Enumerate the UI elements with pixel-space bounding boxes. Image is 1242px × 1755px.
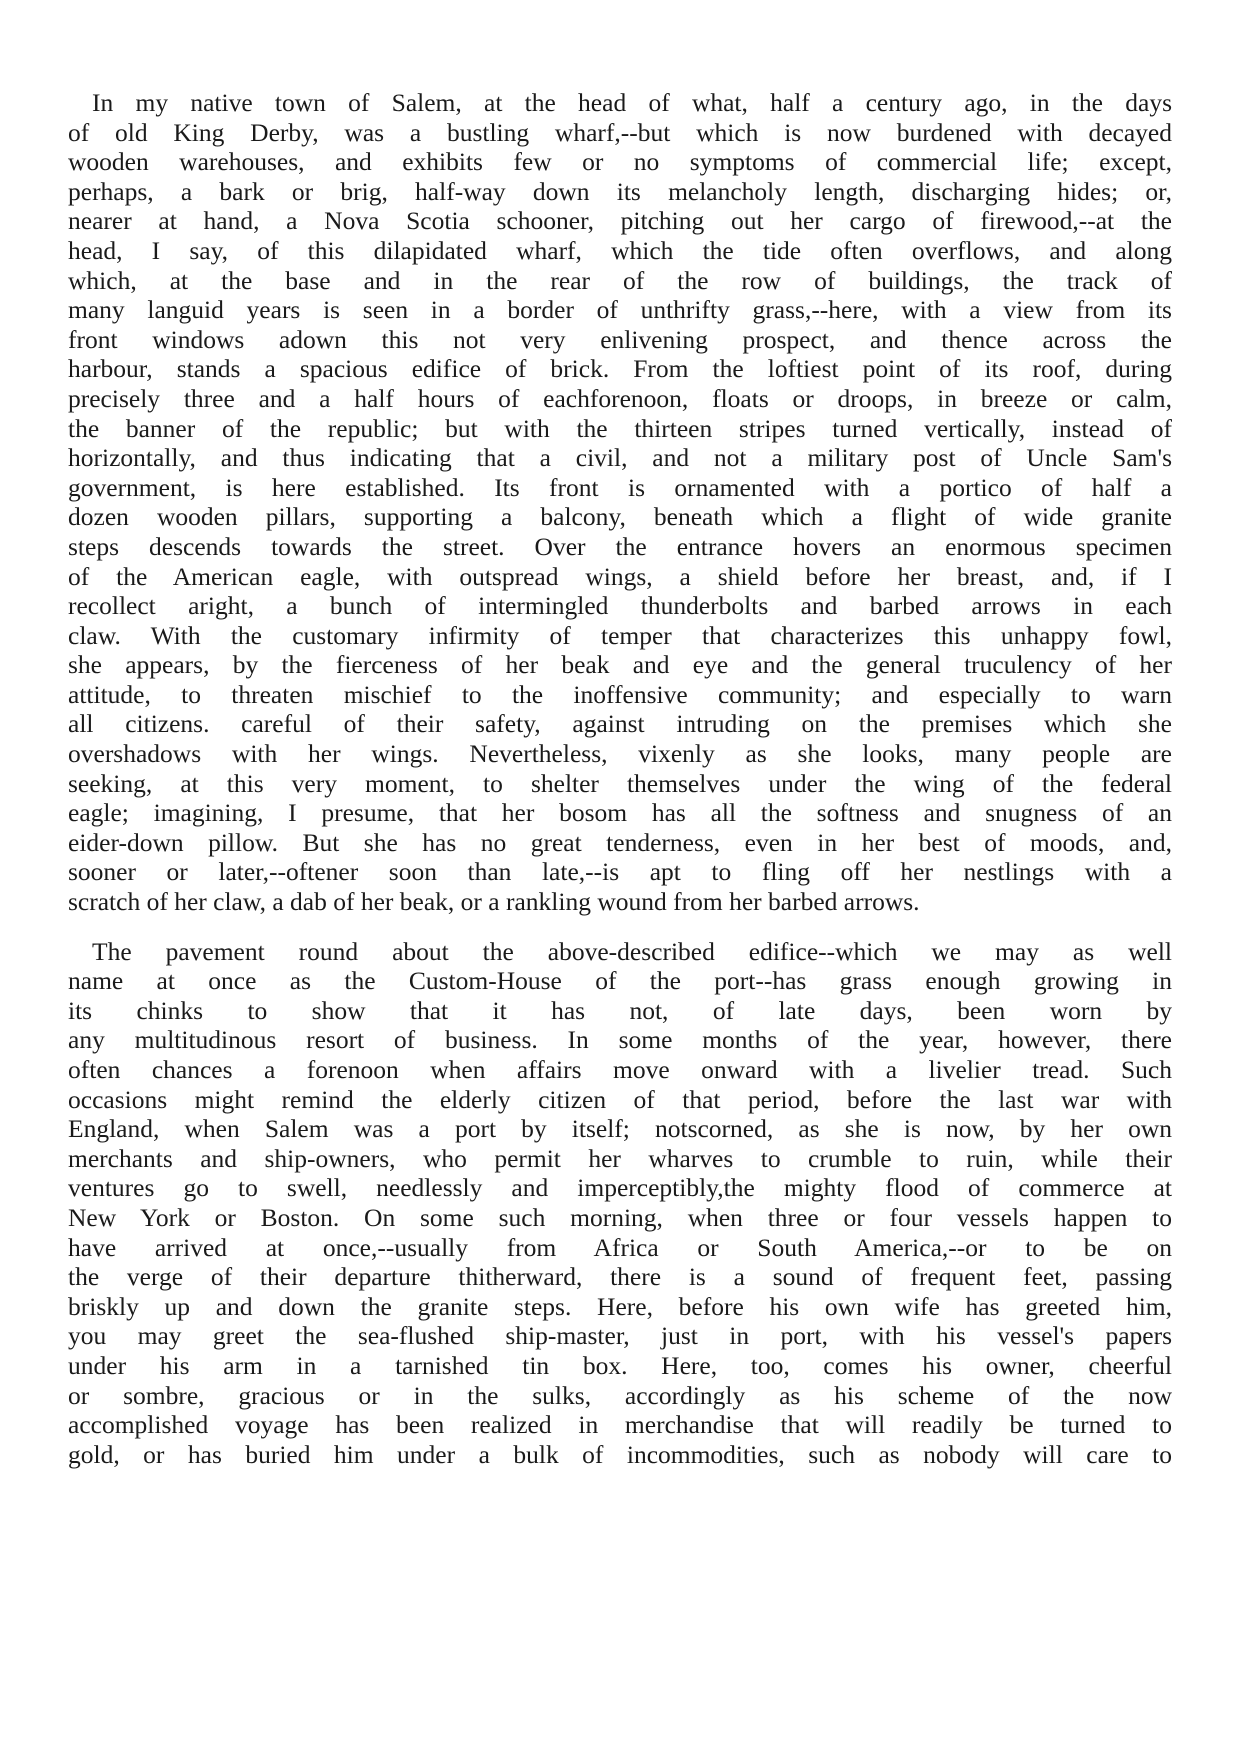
document-page bbox=[68, 88, 1172, 1469]
text-line: claw. With the customary infirmity of temper that characterizes this unhappy fowl, bbox=[68, 620, 1172, 650]
text-line: horizontally, and thus indicating that a civil, and not a military post of Uncle Sam's bbox=[68, 443, 1172, 473]
paragraph-1 bbox=[68, 88, 1172, 917]
text-line: of the American eagle, with outspread wings, a shield before her breast, and, if I bbox=[68, 561, 1172, 591]
text-line: many languid years is seen in a border of unthrifty grass,--here, with a view from its bbox=[68, 295, 1172, 325]
text-line: recollect aright, a bunch of intermingled thunderbolts and barbed arrows in each bbox=[68, 591, 1172, 621]
text-line: sooner or later,--oftener soon than late,--is apt to fling off her nestlings with a bbox=[68, 857, 1172, 887]
text-line: merchants and ship-owners, who permit her wharves to crumble to ruin, while their bbox=[68, 1143, 1172, 1173]
text-line: seeking, at this very moment, to shelter themselves under the wing of the federal bbox=[68, 768, 1172, 798]
text-line: name at once as the Custom-House of the port--has grass enough growing in bbox=[68, 966, 1172, 996]
text-line: briskly up and down the granite steps. Here, before his own wife has greeted him, bbox=[68, 1291, 1172, 1321]
text-line: often chances a forenoon when affairs move onward with a livelier tread. Such bbox=[68, 1055, 1172, 1084]
text-line: The pavement round about the above-described edifice--which we may as well bbox=[92, 936, 1172, 966]
text-line: the verge of their departure thitherward, there is a sound of frequent feet, passing bbox=[68, 1262, 1172, 1292]
text-line: eagle; imagining, I presume, that her bosom has all the softness and snugness of an bbox=[68, 798, 1172, 828]
text-line: she appears, by the fierceness of her beak and eye and the general truculency of her bbox=[68, 650, 1172, 680]
text-line: you may greet the sea-flushed ship-master, just in port, with his vessel's papers bbox=[68, 1321, 1172, 1351]
text-line: accomplished voyage has been realized in merchandise that will readily be turned to bbox=[68, 1410, 1172, 1440]
text-line: all citizens. careful of their safety, against intruding on the premises which she bbox=[68, 709, 1172, 739]
text-line: front windows adown this not very enlivening prospect, and thence across the bbox=[68, 324, 1172, 354]
text-line: government, is here established. Its front is ornamented with a portico of half a bbox=[68, 472, 1172, 502]
text-line: England, when Salem was a port by itself; notscorned, as she is now, by her own bbox=[68, 1114, 1172, 1144]
text-line: which, at the base and in the rear of the row of buildings, the track of bbox=[68, 265, 1172, 295]
text-line: harbour, stands a spacious edifice of brick. From the loftiest point of its roof, during bbox=[68, 354, 1172, 384]
text-line: occasions might remind the elderly citizen of that period, before the last war with bbox=[68, 1084, 1172, 1114]
text-line: its chinks to show that it has not, of late days, been worn by bbox=[68, 995, 1172, 1025]
text-line: perhaps, a bark or brig, half-way down its melancholy length, discharging hides; or, bbox=[68, 176, 1172, 206]
text-line: or sombre, gracious or in the sulks, accordingly as his scheme of the now bbox=[68, 1380, 1172, 1410]
text-line: of old King Derby, was a bustling wharf,--but which is now burdened with decayed bbox=[68, 117, 1172, 147]
text-line: have arrived at once,--usually from Africa or South America,--or to be on bbox=[68, 1232, 1172, 1262]
text-line: precisely three and a half hours of eachforenoon, floats or droops, in breeze or calm, bbox=[68, 383, 1172, 413]
text-line: nearer at hand, a Nova Scotia schooner, pitching out her cargo of firewood,--at the bbox=[68, 206, 1172, 236]
text-line: New York or Boston. On some such morning, when three or four vessels happen to bbox=[68, 1202, 1172, 1232]
paragraph-2 bbox=[68, 937, 1172, 1470]
text-line: eider-down pillow. But she has no great tenderness, even in her best of moods, and, bbox=[68, 827, 1172, 857]
text-line: In my native town of Salem, at the head of what, half a century ago, in the days bbox=[92, 88, 1172, 117]
text-line: dozen wooden pillars, supporting a balcony, beneath which a flight of wide granite bbox=[68, 502, 1172, 532]
text-line: scratch of her claw, a dab of her beak, or a rankling wound from her barbed arrows. bbox=[68, 887, 920, 917]
text-line: the banner of the republic; but with the thirteen stripes turned vertically, instead of bbox=[68, 413, 1172, 443]
text-line: overshadows with her wings. Nevertheless, vixenly as she looks, many people are bbox=[68, 739, 1172, 769]
text-line: wooden warehouses, and exhibits few or no symptoms of commercial life; except, bbox=[68, 147, 1172, 177]
text-line: steps descends towards the street. Over the entrance hovers an enormous specimen bbox=[68, 531, 1172, 561]
text-line: attitude, to threaten mischief to the inoffensive community; and especially to warn bbox=[68, 679, 1172, 709]
text-line: under his arm in a tarnished tin box. Here, too, comes his owner, cheerful bbox=[68, 1350, 1172, 1380]
text-line: head, I say, of this dilapidated wharf, which the tide often overflows, and along bbox=[68, 235, 1172, 265]
text-line: ventures go to swell, needlessly and imperceptibly,the mighty flood of commerce at bbox=[68, 1173, 1172, 1203]
text-line: any multitudinous resort of business. In some months of the year, however, there bbox=[68, 1025, 1172, 1055]
text-line: gold, or has buried him under a bulk of incommodities, such as nobody will care to bbox=[68, 1439, 1172, 1469]
